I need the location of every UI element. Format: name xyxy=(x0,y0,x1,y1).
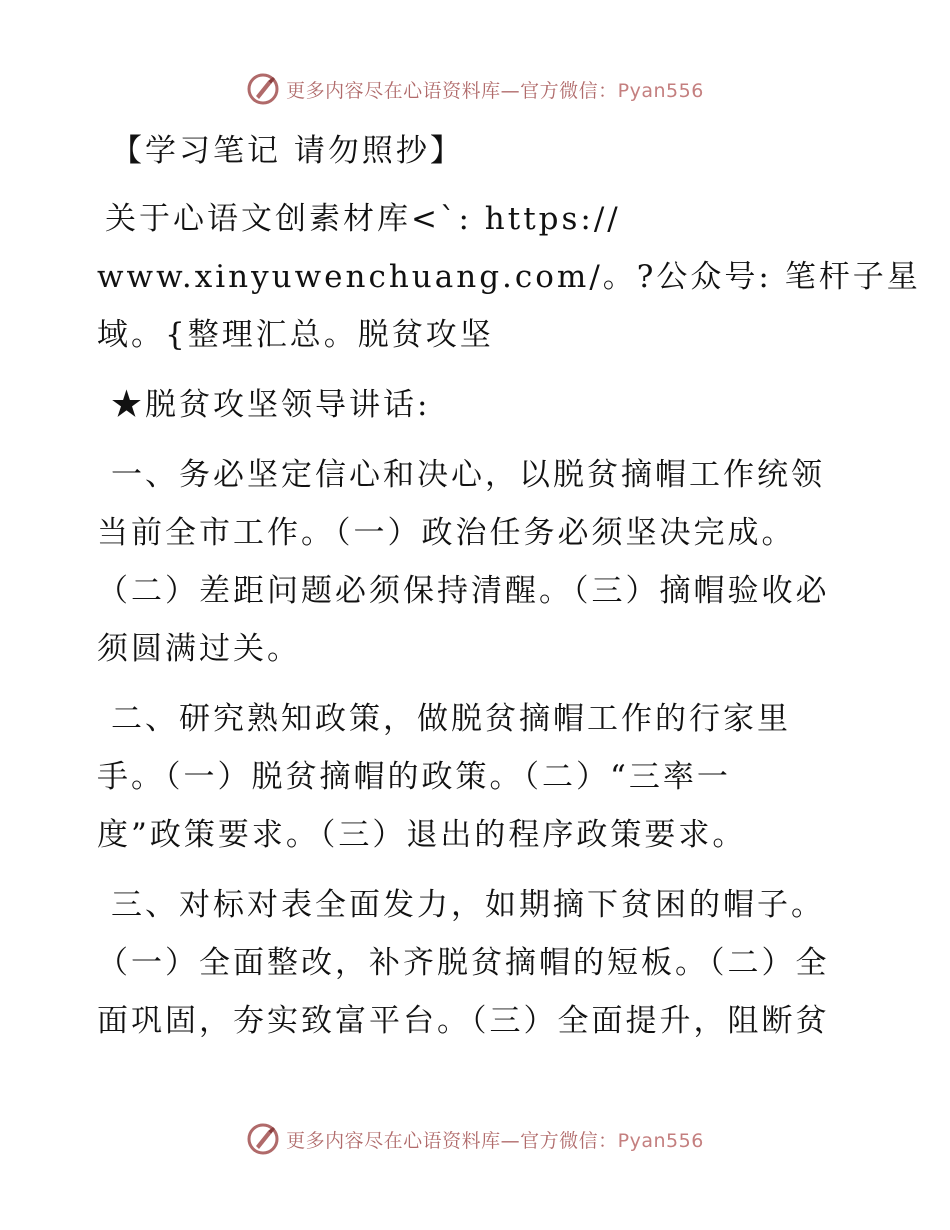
intro-paragraph xyxy=(97,190,921,364)
body-paragraph-3 xyxy=(97,876,857,1050)
watermark-text: 更多内容尽在心语资料库—官方微信： xyxy=(286,79,618,102)
document-title: 【学习笔记 请勿照抄】 xyxy=(111,133,464,169)
document-body xyxy=(97,122,921,1062)
paragraph-line: 一、务必坚定信心和决心，以脱贫摘帽工作统领 xyxy=(111,457,825,493)
intro-line: 域。{整理汇总。脱贫攻坚 xyxy=(97,317,494,353)
watermark-text: 更多内容尽在心语资料库—官方微信： xyxy=(286,1129,618,1152)
paragraph-line: 手。（一）脱贫摘帽的政策。（二）“三率一 xyxy=(97,759,731,795)
pen-nib-logo-icon xyxy=(246,72,280,106)
body-paragraph-1 xyxy=(97,446,857,678)
paragraph-line: 二、研究熟知政策，做脱贫摘帽工作的行家里 xyxy=(111,701,791,737)
intro-line: 关于心语文创素材库<`: https:// xyxy=(105,201,621,237)
paragraph-line: （一）全面整改，补齐脱贫摘帽的短板。（二）全 xyxy=(97,945,830,981)
footer-watermark xyxy=(0,1122,950,1156)
paragraph-line: （二）差距问题必须保持清醒。（三）摘帽验收必 xyxy=(97,573,830,609)
paragraph-line: 当前全市工作。（一）政治任务必须坚决完成。 xyxy=(97,515,796,551)
body-paragraph-2 xyxy=(97,690,857,864)
intro-line: www.xinyuwenchuang.com/。?公众号: 笔杆子星 xyxy=(97,259,921,295)
paragraph-line: 度”政策要求。（三）退出的程序政策要求。 xyxy=(97,817,747,853)
paragraph-line: 面巩固，夯实致富平台。（三）全面提升，阻断贫 xyxy=(97,1003,830,1039)
header-watermark xyxy=(0,72,950,106)
section-heading: ★脱贫攻坚领导讲话: xyxy=(111,387,431,423)
watermark-wechat-id: Pyan556 xyxy=(617,79,704,102)
pen-nib-logo-icon xyxy=(246,1122,280,1156)
paragraph-line: 须圆满过关。 xyxy=(97,631,301,667)
watermark-wechat-id: Pyan556 xyxy=(617,1129,704,1152)
paragraph-line: 三、对标对表全面发力，如期摘下贫困的帽子。 xyxy=(111,887,825,923)
